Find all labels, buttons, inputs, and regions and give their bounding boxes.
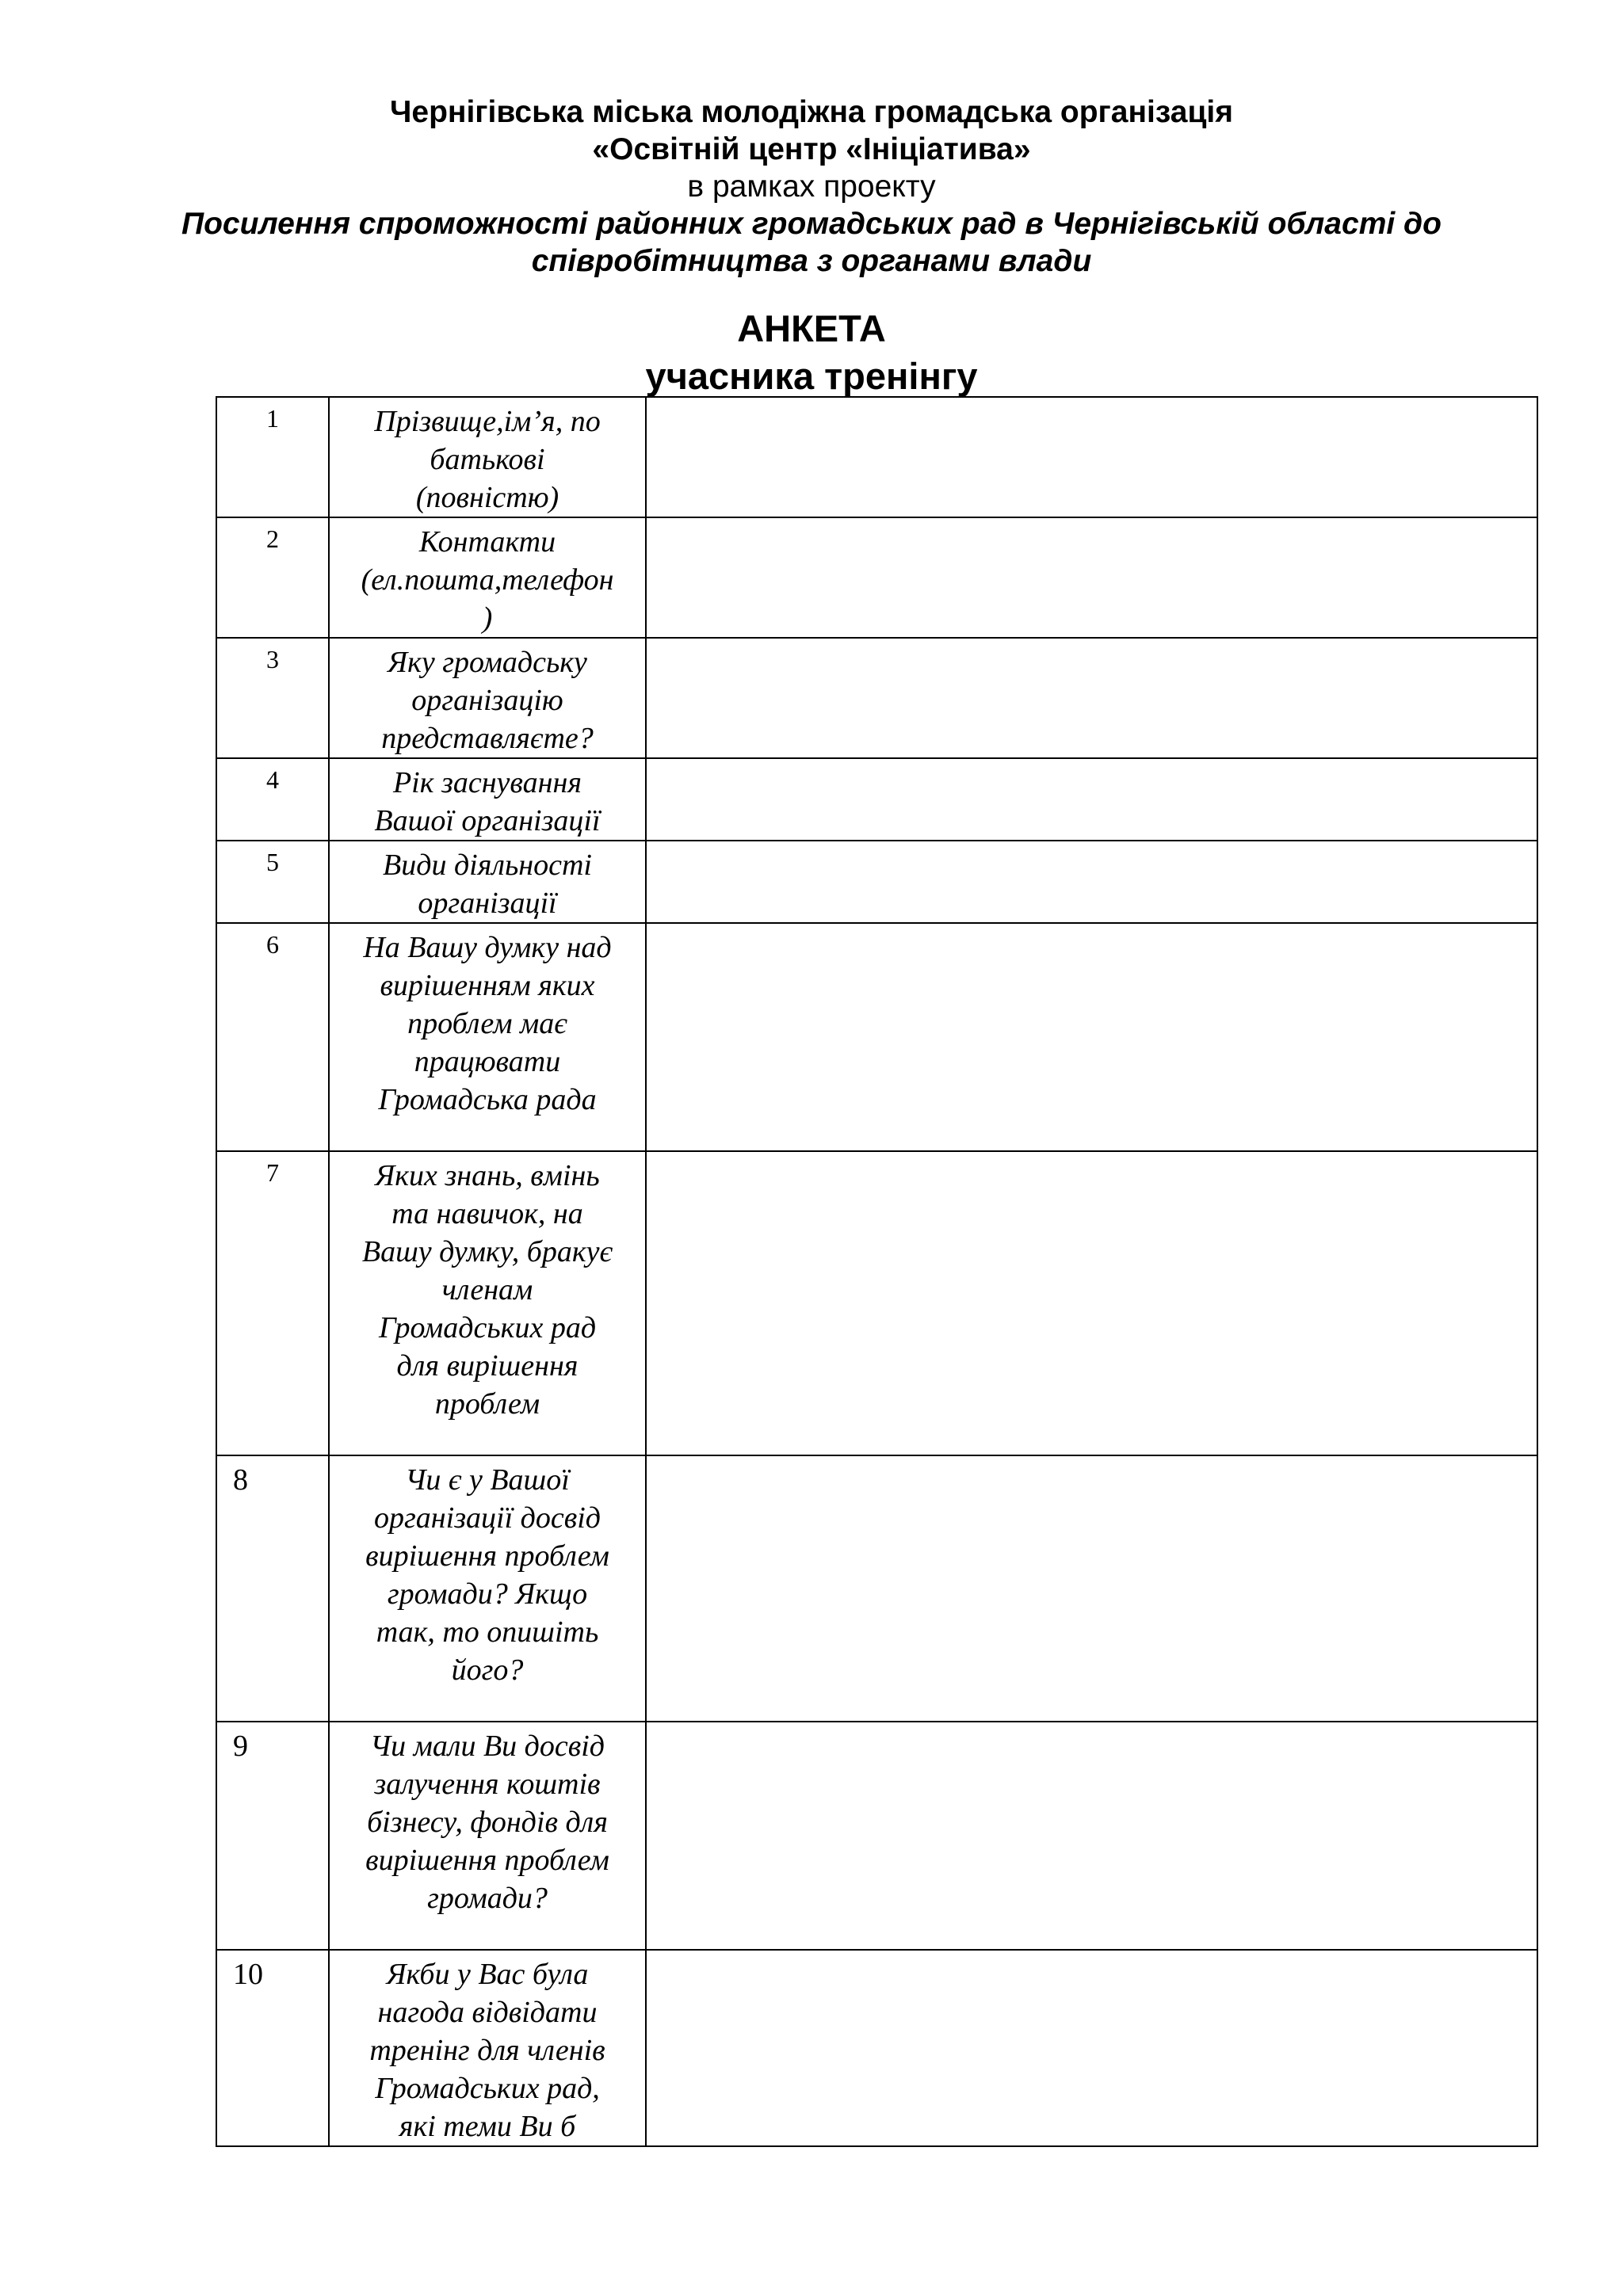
question-cell xyxy=(329,923,646,1151)
row-number: 4 xyxy=(216,758,329,841)
question-text: Громадська рада xyxy=(378,1083,597,1116)
question-text: Яку громадську xyxy=(388,646,587,679)
answer-field[interactable] xyxy=(646,517,1537,638)
question-text: так, то опишіть xyxy=(376,1615,599,1649)
answer-field[interactable] xyxy=(646,1455,1537,1722)
org-name-line1: Чернігівська міська молодіжна громадська організація xyxy=(389,95,1234,129)
question-text: Чи є у Вашої xyxy=(405,1463,570,1497)
document-header xyxy=(0,93,1623,280)
answer-field[interactable] xyxy=(646,397,1537,517)
question-cell xyxy=(329,397,646,517)
table-row xyxy=(216,758,1537,841)
row-number: 8 xyxy=(216,1455,329,1722)
question-text: Прізвище,ім’я, по xyxy=(374,405,601,438)
question-text: представляєте? xyxy=(381,722,594,755)
answer-field[interactable] xyxy=(646,1950,1537,2146)
question-text: для вирішення xyxy=(396,1349,579,1383)
row-number: 5 xyxy=(216,841,329,923)
question-cell xyxy=(329,638,646,758)
question-text: нагода відвідати xyxy=(377,1996,598,2029)
org-name-line2: «Освітній центр «Ініціатива» xyxy=(592,132,1031,166)
question-text: Вашу думку, бракує xyxy=(361,1235,613,1268)
question-text: проблем має xyxy=(407,1007,567,1040)
row-number: 2 xyxy=(216,517,329,638)
answer-field[interactable] xyxy=(646,923,1537,1151)
question-text: бізнесу, фондів для xyxy=(367,1806,608,1839)
answer-field[interactable] xyxy=(646,841,1537,923)
question-text: його? xyxy=(451,1653,524,1687)
project-intro: в рамках проекту xyxy=(687,170,936,204)
table-row xyxy=(216,397,1537,517)
question-cell xyxy=(329,1455,646,1722)
question-text: Громадських рад xyxy=(378,1311,597,1344)
table-row xyxy=(216,517,1537,638)
question-text: та навичок, на xyxy=(391,1197,583,1230)
question-cell xyxy=(329,1950,646,2146)
row-number: 1 xyxy=(216,397,329,517)
question-cell xyxy=(329,841,646,923)
survey-table xyxy=(216,396,1538,2147)
question-text: батькові xyxy=(430,443,545,476)
question-text: проблем xyxy=(434,1387,540,1421)
question-cell xyxy=(329,517,646,638)
question-text: (повністю) xyxy=(415,481,559,514)
question-text: Контакти xyxy=(418,525,556,559)
project-title-line2: співробітництва з органами влади xyxy=(531,244,1092,278)
row-number: 7 xyxy=(216,1151,329,1455)
form-title-line1: АНКЕТА xyxy=(737,307,886,349)
question-text: Громадських рад, xyxy=(375,2072,600,2105)
table-row xyxy=(216,1455,1537,1722)
project-title-line1: Посилення спроможності районних громадських рад в Чернігівській області до xyxy=(181,207,1442,241)
question-text: громади? xyxy=(427,1882,548,1915)
form-title-line2: учасника тренінгу xyxy=(645,355,978,397)
question-text: Якби у Вас була xyxy=(386,1958,589,1991)
answer-field[interactable] xyxy=(646,1722,1537,1950)
row-number: 6 xyxy=(216,923,329,1151)
question-cell xyxy=(329,1722,646,1950)
question-text: Рік заснування xyxy=(392,766,582,799)
answer-field[interactable] xyxy=(646,1151,1537,1455)
question-text: які теми Ви б xyxy=(399,2110,576,2143)
row-number: 3 xyxy=(216,638,329,758)
question-text: вирішення проблем xyxy=(365,1539,609,1573)
question-cell xyxy=(329,758,646,841)
table-row xyxy=(216,1151,1537,1455)
question-text: залучення коштів xyxy=(374,1768,601,1801)
answer-field[interactable] xyxy=(646,758,1537,841)
question-text: ) xyxy=(482,601,493,635)
row-number: 10 xyxy=(216,1950,329,2146)
question-text: вирішенням яких xyxy=(380,969,595,1002)
question-text: (ел.пошта,телефон xyxy=(361,563,614,597)
table-row xyxy=(216,1722,1537,1950)
question-text: Чи мали Ви досвід xyxy=(369,1730,605,1763)
row-number: 9 xyxy=(216,1722,329,1950)
question-text: членам xyxy=(441,1273,533,1306)
question-text: організації досвід xyxy=(373,1501,601,1535)
question-text: організацію xyxy=(411,684,563,717)
table-row xyxy=(216,638,1537,758)
question-text: Види діяльності xyxy=(383,849,592,882)
answer-field[interactable] xyxy=(646,638,1537,758)
question-text: Яких знань, вмінь xyxy=(375,1159,600,1192)
table-row xyxy=(216,923,1537,1151)
question-text: громади? Якщо xyxy=(387,1577,588,1611)
question-text: тренінг для членів xyxy=(369,2034,605,2067)
form-title xyxy=(0,305,1623,400)
question-text: працювати xyxy=(414,1045,561,1078)
question-text: вирішення проблем xyxy=(365,1844,609,1877)
table-row xyxy=(216,1950,1537,2146)
question-text: На Вашу думку над xyxy=(363,931,612,964)
question-text: організації xyxy=(418,887,557,920)
question-cell xyxy=(329,1151,646,1455)
table-row xyxy=(216,841,1537,923)
question-text: Вашої організації xyxy=(374,804,601,837)
